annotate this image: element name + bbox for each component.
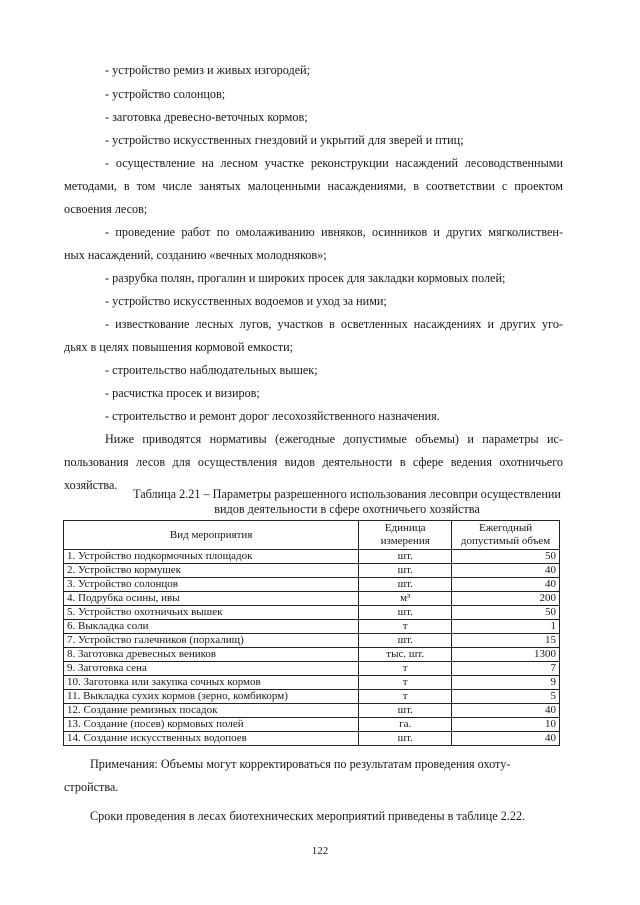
row-unit: т: [359, 676, 452, 690]
row-activity: 11. Выкладка сухих кормов (зерно, комбикорм): [64, 690, 359, 704]
table-row: [64, 732, 560, 746]
table-row: [64, 578, 560, 592]
paragraph-line: Ниже приводятся нормативы (ежегодные допустимые объемы) и параметры ис-: [105, 432, 563, 446]
row-unit: шт.: [359, 606, 452, 620]
row-unit: шт.: [359, 704, 452, 718]
row-activity: 8. Заготовка древесных веников: [64, 648, 359, 662]
row-unit: т: [359, 620, 452, 634]
table-header-row: [64, 521, 560, 550]
paragraph-line: освоения лесов;: [64, 202, 148, 216]
row-activity: 10. Заготовка или закупка сочных кормов: [64, 676, 359, 690]
page-number: 122: [311, 845, 329, 857]
row-volume: 50: [452, 606, 560, 620]
row-activity: 3. Устройство солонцов: [64, 578, 359, 592]
row-unit: шт.: [359, 634, 452, 648]
list-item: - устройство искусственных водоемов и уход за ними;: [105, 294, 387, 308]
table-row: [64, 620, 560, 634]
notes-line: Сроки проведения в лесах биотехнических мероприятий приведены в таблице 2.22.: [90, 809, 526, 823]
row-volume: 1: [452, 620, 560, 634]
row-unit: шт.: [359, 578, 452, 592]
paragraph-line: - проведение работ по омолаживанию ивняков, осинников и других мягколиствен-: [105, 225, 563, 239]
table-row: [64, 676, 560, 690]
row-volume: 50: [452, 550, 560, 564]
paragraph-line: пользования лесов для осуществления видов деятельности в сфере ведения охотничьего: [64, 455, 563, 469]
row-unit: га.: [359, 718, 452, 732]
notes-line: стройства.: [64, 780, 119, 794]
row-activity: 12. Создание ремизных посадок: [64, 704, 359, 718]
row-activity: 9. Заготовка сена: [64, 662, 359, 676]
table-row: [64, 648, 560, 662]
row-volume: 40: [452, 704, 560, 718]
header-volume: Ежегодный допустимый объем: [452, 521, 560, 550]
table-row: [64, 606, 560, 620]
row-activity: 1. Устройство подкормочных площадок: [64, 550, 359, 564]
parameters-table: [63, 520, 560, 746]
paragraph-line: - известкование лесных лугов, участков в осветленных насаждениях и других уго-: [105, 317, 563, 331]
row-volume: 7: [452, 662, 560, 676]
row-volume: 40: [452, 578, 560, 592]
row-unit: т: [359, 690, 452, 704]
row-unit: шт.: [359, 564, 452, 578]
row-volume: 200: [452, 592, 560, 606]
row-activity: 14. Создание искусственных водопоев: [64, 732, 359, 746]
row-volume: 40: [452, 564, 560, 578]
table-row: [64, 690, 560, 704]
row-volume: 1300: [452, 648, 560, 662]
row-activity: 6. Выкладка соли: [64, 620, 359, 634]
paragraph-line: хозяйства.: [64, 478, 118, 492]
table-row: [64, 718, 560, 732]
table-body: [64, 550, 560, 746]
header-unit: Единица измерения: [359, 521, 452, 550]
row-activity: 2. Устройство кормушек: [64, 564, 359, 578]
header-activity: Вид мероприятия: [64, 521, 359, 550]
list-item: - разрубка полян, прогалин и широких просек для закладки кормовых полей;: [105, 271, 506, 285]
table-row: [64, 704, 560, 718]
paragraph-line: - осуществление на лесном участке реконструкции насаждений лесоводственными: [105, 156, 563, 170]
list-item: - расчистка просек и визиров;: [105, 386, 260, 400]
table-row: [64, 550, 560, 564]
paragraph-line: методами, в том числе занятых малоценными насаждениями, в соответствии с проектом: [64, 179, 563, 193]
row-volume: 10: [452, 718, 560, 732]
table-row: [64, 662, 560, 676]
list-item: - устройство искусственных гнездовий и укрытий для зверей и птиц;: [105, 133, 464, 147]
row-volume: 15: [452, 634, 560, 648]
notes-line: Примечания: Объемы могут корректироваться по результатам проведения охоту-: [90, 757, 511, 771]
list-item: - устройство солонцов;: [105, 87, 226, 101]
list-item: - устройство ремиз и живых изгородей;: [105, 63, 311, 77]
table-row: [64, 564, 560, 578]
table-row: [64, 592, 560, 606]
row-activity: 4. Подрубка осины, ивы: [64, 592, 359, 606]
table-caption: [64, 487, 630, 517]
row-unit: т: [359, 662, 452, 676]
list-item: - строительство наблюдательных вышек;: [105, 363, 318, 377]
table-row: [64, 634, 560, 648]
paragraph-line: дьях в целях повышения кормовой емкости;: [64, 340, 294, 354]
row-unit: тыс. шт.: [359, 648, 452, 662]
paragraph-line: ных насаждений, созданию «вечных молодняков»;: [64, 248, 327, 262]
row-volume: 9: [452, 676, 560, 690]
row-unit: м³: [359, 592, 452, 606]
list-item: - заготовка древесно-веточных кормов;: [105, 110, 308, 124]
table-caption-line: Таблица 2.21 – Параметры разрешенного использования лесовпри осуществлении: [133, 487, 561, 501]
row-unit: шт.: [359, 732, 452, 746]
table-caption-line: видов деятельности в сфере охотничьего хозяйства: [214, 502, 480, 516]
row-volume: 5: [452, 690, 560, 704]
row-activity: 5. Устройство охотничьих вышек: [64, 606, 359, 620]
row-activity: 13. Создание (посев) кормовых полей: [64, 718, 359, 732]
row-activity: 7. Устройство галечников (порхалищ): [64, 634, 359, 648]
row-volume: 40: [452, 732, 560, 746]
row-unit: шт.: [359, 550, 452, 564]
list-item: - строительство и ремонт дорог лесохозяйственного назначения.: [105, 409, 440, 423]
